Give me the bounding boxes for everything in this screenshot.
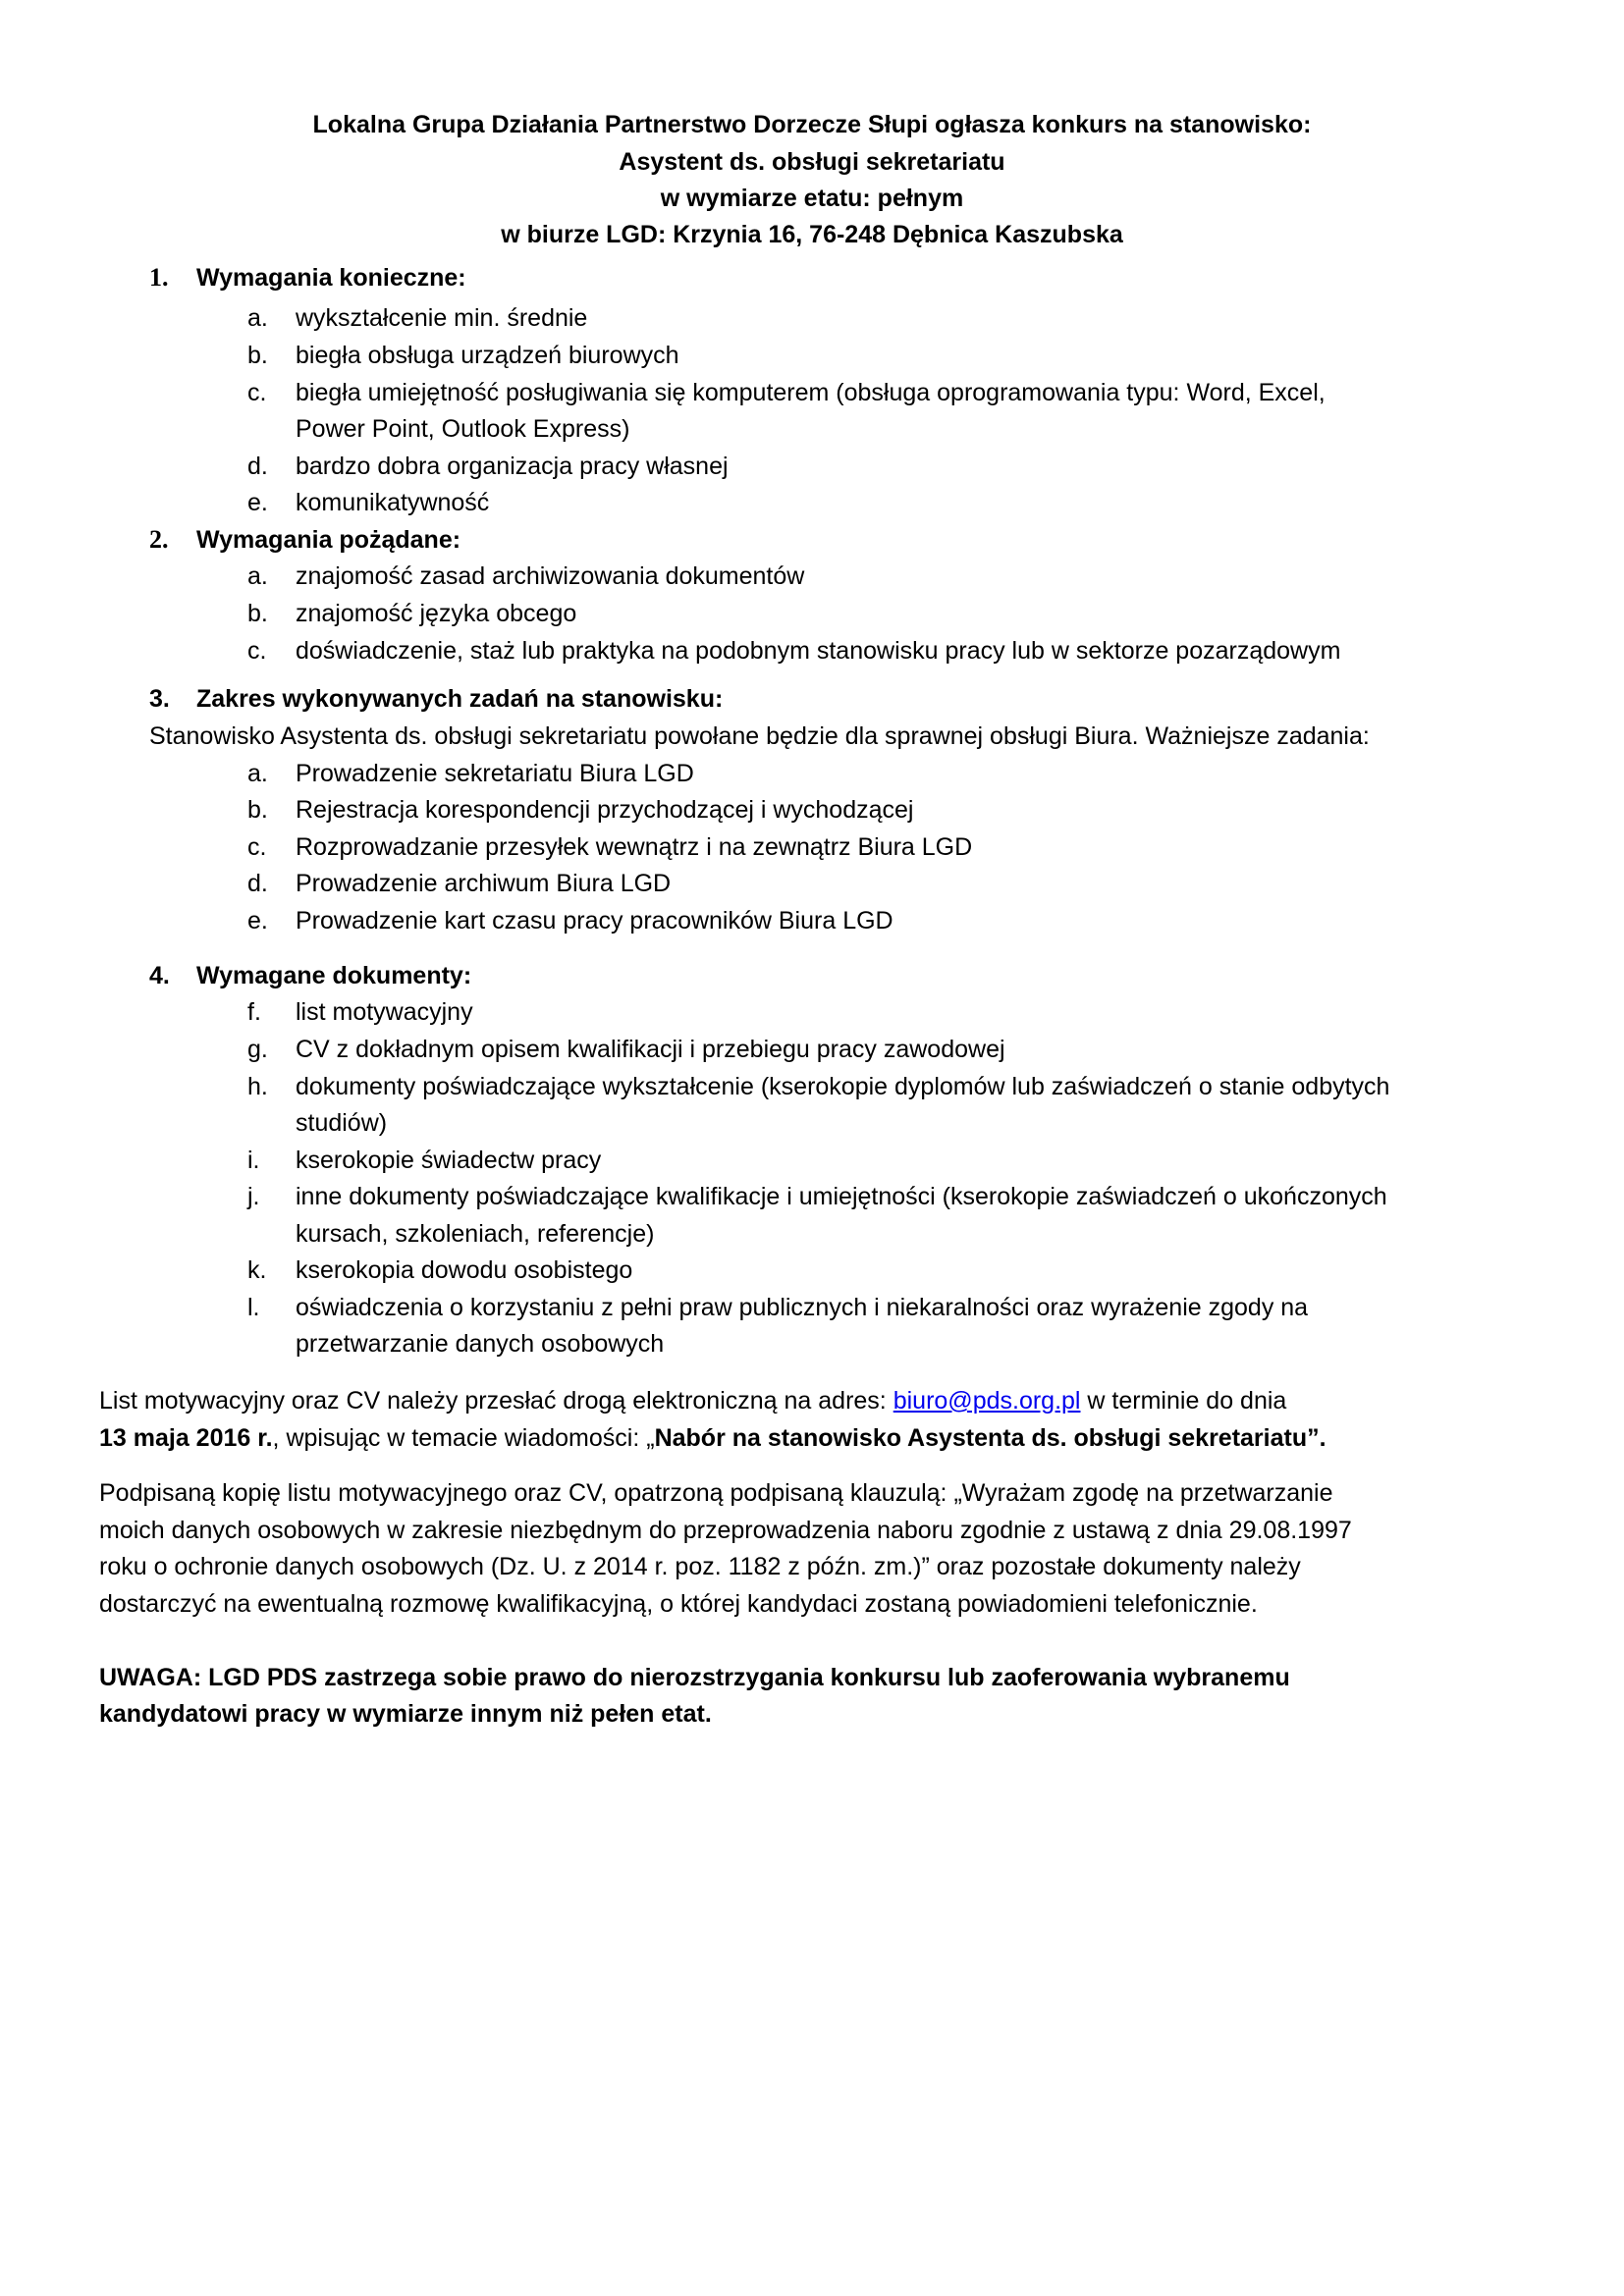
- list-item: CV z dokładnym opisem kwalifikacji i przebiegu pracy zawodowej: [296, 1036, 1005, 1063]
- consent-line: dostarczyć na ewentualną rozmowę kwalifikacyjną, o której kandydaci zostaną powiadomieni telefonicznie.: [99, 1590, 1258, 1618]
- list-item-continuation: przetwarzanie danych osobowych: [296, 1330, 665, 1358]
- section-1-number: 1.: [149, 263, 169, 292]
- list-letter: e.: [247, 907, 268, 934]
- consent-line: Podpisaną kopię listu motywacyjnego oraz CV, opatrzoną podpisaną klauzulą: „Wyrażam zgodę na przetwarzanie: [99, 1479, 1333, 1507]
- submission-text: w terminie do dnia: [1080, 1387, 1287, 1415]
- deadline-date: 13 maja 2016 r.: [99, 1424, 273, 1452]
- list-letter: c.: [247, 637, 267, 665]
- section-3-intro: Stanowisko Asystenta ds. obsługi sekretariatu powołane będzie dla sprawnej obsługi Biura. Ważniejsze zadania:: [149, 722, 1370, 750]
- list-item-continuation: studiów): [296, 1109, 388, 1137]
- submission-text: List motywacyjny oraz CV należy przesłać drogą elektroniczną na adres:: [99, 1387, 893, 1415]
- list-item: biegła umiejętność posługiwania się komputerem (obsługa oprogramowania typu: Word, Excel,: [296, 379, 1326, 406]
- list-letter: b.: [247, 600, 268, 627]
- list-item: komunikatywność: [296, 489, 490, 516]
- list-item-continuation: Power Point, Outlook Express): [296, 415, 630, 443]
- list-item: wykształcenie min. średnie: [296, 304, 588, 332]
- list-item: oświadczenia o korzystaniu z pełni praw publicznych i niekaralności oraz wyrażenie zgody na: [296, 1294, 1309, 1321]
- list-letter: d.: [247, 453, 268, 480]
- list-item: Prowadzenie archiwum Biura LGD: [296, 870, 672, 897]
- list-item: znajomość zasad archiwizowania dokumentów: [296, 562, 805, 590]
- list-item: dokumenty poświadczające wykształcenie (kserokopie dyplomów lub zaświadczeń o stanie odbytych: [296, 1073, 1390, 1100]
- consent-line: moich danych osobowych w zakresie niezbędnym do przeprowadzenia naboru zgodnie z ustawą z dnia 29.08.1997: [99, 1517, 1352, 1544]
- notice-line: kandydatowi pracy w wymiarze innym niż pełen etat.: [99, 1700, 712, 1728]
- header-line-1: Lokalna Grupa Działania Partnerstwo Dorzecze Słupi ogłasza konkurs na stanowisko:: [312, 111, 1312, 138]
- list-letter: k.: [247, 1256, 267, 1284]
- list-letter: d.: [247, 870, 268, 897]
- list-item: biegła obsługa urządzeń biurowych: [296, 342, 679, 369]
- list-letter: a.: [247, 562, 268, 590]
- submission-text: ”.: [1307, 1424, 1326, 1452]
- list-item: list motywacyjny: [296, 998, 473, 1026]
- email-link[interactable]: biuro@pds.org.pl: [893, 1387, 1081, 1415]
- notice-line: UWAGA: LGD PDS zastrzega sobie prawo do nierozstrzygania konkursu lub zaoferowania wybranemu: [99, 1664, 1290, 1691]
- list-letter: b.: [247, 342, 268, 369]
- list-letter: i.: [247, 1147, 260, 1174]
- list-letter: a.: [247, 760, 268, 787]
- list-letter: e.: [247, 489, 268, 516]
- section-3-number: 3.: [149, 685, 170, 713]
- list-item: inne dokumenty poświadczające kwalifikacje i umiejętności (kserokopie zaświadczeń o ukończonych: [296, 1183, 1387, 1210]
- list-letter: b.: [247, 796, 268, 824]
- consent-line: roku o ochronie danych osobowych (Dz. U. z 2014 r. poz. 1182 z późn. zm.)” oraz pozostałe dokumenty należy: [99, 1553, 1301, 1580]
- header-office-address: w biurze LGD: Krzynia 16, 76-248 Dębnica Kaszubska: [501, 221, 1123, 248]
- list-letter: l.: [247, 1294, 260, 1321]
- section-1-title: Wymagania konieczne:: [196, 264, 466, 292]
- list-item-continuation: kursach, szkoleniach, referencje): [296, 1220, 655, 1248]
- section-4-number: 4.: [149, 962, 170, 989]
- list-item: Rejestracja korespondencji przychodzącej i wychodzącej: [296, 796, 914, 824]
- list-letter: g.: [247, 1036, 268, 1063]
- list-letter: c.: [247, 379, 267, 406]
- list-letter: c.: [247, 833, 267, 861]
- section-2-title: Wymagania pożądane:: [196, 526, 461, 554]
- list-letter: h.: [247, 1073, 268, 1100]
- submission-line-2: [99, 1419, 1326, 1457]
- list-item: doświadczenie, staż lub praktyka na podobnym stanowisku pracy lub w sektorze pozarządowym: [296, 637, 1341, 665]
- list-letter: f.: [247, 998, 261, 1026]
- email-subject: Nabór na stanowisko Asystenta ds. obsługi sekretariatu: [654, 1424, 1308, 1452]
- list-letter: a.: [247, 304, 268, 332]
- list-item: kserokopia dowodu osobistego: [296, 1256, 633, 1284]
- list-item: bardzo dobra organizacja pracy własnej: [296, 453, 729, 480]
- list-item: znajomość języka obcego: [296, 600, 577, 627]
- header-position-title: Asystent ds. obsługi sekretariatu: [619, 148, 1005, 176]
- list-letter: j.: [247, 1183, 260, 1210]
- section-3-title: Zakres wykonywanych zadań na stanowisku:: [196, 685, 724, 713]
- list-item: Prowadzenie sekretariatu Biura LGD: [296, 760, 694, 787]
- header-employment-size: w wymiarze etatu: pełnym: [660, 185, 964, 212]
- submission-text: , wpisując w temacie wiadomości: „: [272, 1424, 655, 1452]
- submission-line-1: [99, 1382, 1286, 1419]
- section-2-number: 2.: [149, 525, 169, 554]
- list-item: Prowadzenie kart czasu pracy pracowników Biura LGD: [296, 907, 893, 934]
- section-4-title: Wymagane dokumenty:: [196, 962, 472, 989]
- list-item: kserokopie świadectw pracy: [296, 1147, 602, 1174]
- list-item: Rozprowadzanie przesyłek wewnątrz i na zewnątrz Biura LGD: [296, 833, 973, 861]
